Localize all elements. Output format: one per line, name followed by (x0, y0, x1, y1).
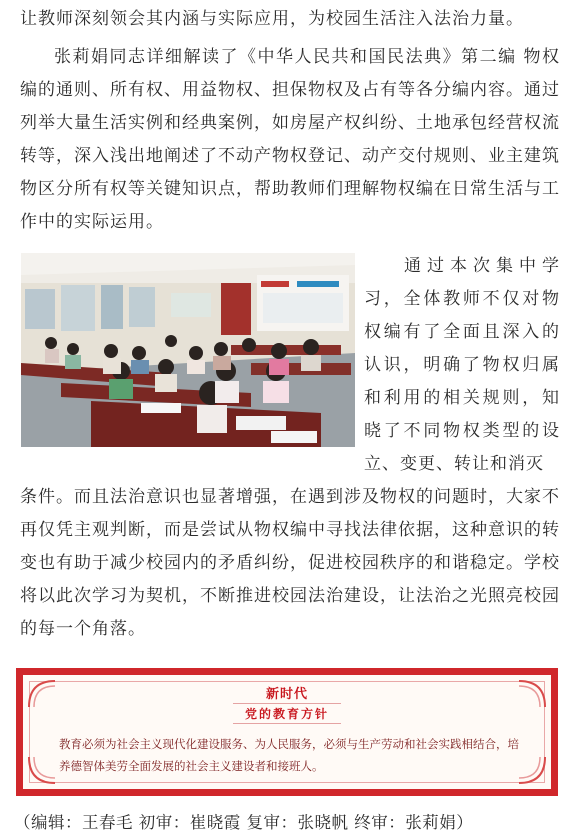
editor-credits: （编辑：王春毛 初审：崔晓霞 复审：张晓帆 终审：张莉娟） (14, 813, 474, 832)
corner-ornament-icon (517, 755, 547, 785)
article-paragraph-4: 条件。而且法治意识也显著增强，在遇到涉及物权的问题时，大家不再仅凭主观判断，而是尝试从物权编中寻找法律依据，这种意识的转变也有助于减少校园内的矛盾纠纷，促进校园秩序的和谐稳定。学校将以此次学习为契机，不断推进校园法治建设，让法治之光照亮校园的每一个角落。 (20, 487, 560, 639)
article-paragraph-3: 通过本次集中学习，全体教师不仅对物权编有了全面且深入的认识，明确了物权归属和利用的相关规则，知晓了不同物权类型的设立、变更、转让和消灭 (364, 256, 560, 474)
education-policy-banner (16, 668, 558, 796)
corner-ornament-icon (27, 755, 57, 785)
banner-subtitle: 党的教育方针 (233, 703, 341, 724)
meeting-photo (21, 253, 355, 447)
banner-title: 新时代 (265, 687, 308, 702)
article-paragraph-2: 张莉娟同志详细解读了《中华人民共和国民法典》第二编 物权编的通则、所有权、用益物权、担保物权及占有等各分编内容。通过列举大量生活实例和经典案例，如房屋产权纠纷、土地承包经营权流转等，深入浅出地阐述了不动产物权登记、动产交付规则、业主建筑物区分所有权等关键知识点，帮助教师们理解物权编在日常生活与工作中的实际运用。 (20, 47, 560, 232)
article-paragraph-1: 让教师深刻领会其内涵与实际应用，为校园生活注入法治力量。 (20, 9, 524, 29)
banner-text: 教育必须为社会主义现代化建设服务、为人民服务，必须与生产劳动和社会实践相结合，培养德智体美劳全面发展的社会主义建设者和接班人。 (59, 737, 519, 773)
